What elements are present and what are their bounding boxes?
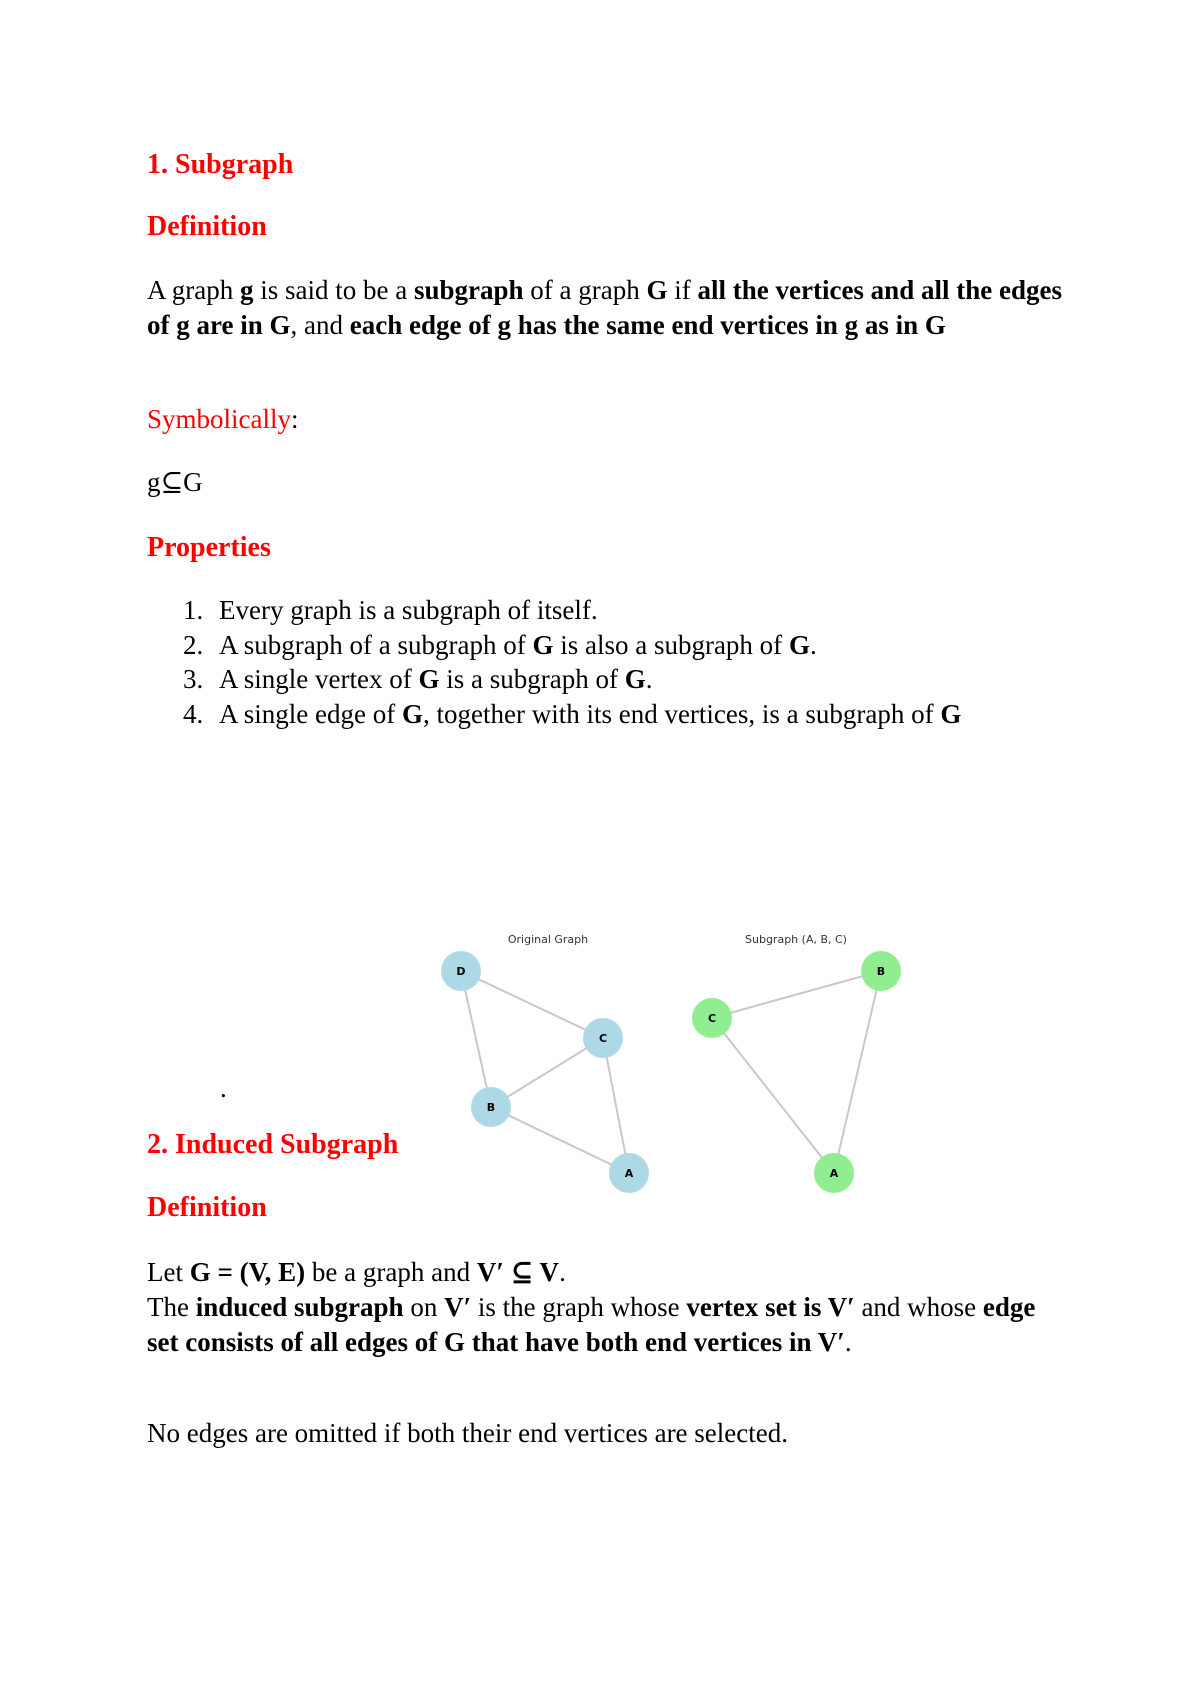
property-text [219, 664, 652, 694]
property-item [147, 697, 961, 732]
text-run: on [403, 1292, 445, 1322]
edge-d-c [461, 971, 603, 1038]
text-run: A graph [147, 275, 240, 305]
text-run: Let [147, 1257, 190, 1287]
stray-period: . [220, 1073, 227, 1103]
property-item [147, 628, 961, 663]
original-graph [441, 951, 649, 1193]
text-run: , and [290, 310, 350, 340]
subgraph-symbol: g⊆G [147, 467, 203, 497]
text-run: . [645, 664, 653, 694]
bold-run: G [646, 275, 668, 305]
original-graph-title: Original Graph [507, 933, 589, 946]
symbolically-colon: : [291, 404, 299, 434]
no-edges-note: No edges are omitted if both their end vertices are selected. [147, 1418, 788, 1448]
node-a-label: A [624, 1167, 634, 1180]
property-text [219, 699, 961, 729]
bold-run: G = (V, E) [189, 1257, 306, 1287]
bold-run: G [532, 629, 554, 660]
text-run: if [667, 275, 698, 305]
section1-definition-text [147, 273, 1067, 343]
bold-run: each edge of g has the same end vertices in g as in G [349, 310, 946, 340]
property-number: 4. [183, 698, 204, 729]
node-c-label: C [598, 1032, 608, 1045]
bold-run: induced subgraph [195, 1292, 404, 1322]
property-item [147, 662, 961, 697]
induced-def-line2 [147, 1290, 1067, 1360]
section2-definition [147, 1255, 1067, 1360]
bold-run: G [940, 698, 962, 729]
property-text [219, 630, 817, 660]
properties-list [147, 593, 961, 731]
property-number: 3. [183, 664, 204, 694]
text-run: A subgraph of a subgraph of [219, 629, 533, 660]
bold-run: V′ ⊆ V [476, 1257, 560, 1287]
bold-run: subgraph [413, 275, 524, 305]
edge-b-a [491, 1107, 629, 1173]
property-text [219, 595, 598, 625]
edge-c-a [603, 1038, 629, 1173]
bold-run: G [418, 664, 440, 694]
sub-edge-c-b [712, 971, 881, 1018]
text-run: and whose [854, 1292, 983, 1322]
bold-run: all the vertices and all the edges of g are in G [147, 275, 1062, 340]
section2-heading: 2. Induced Subgraph [147, 1129, 399, 1160]
subgraph-title: Subgraph (A, B, C) [745, 933, 847, 946]
text-run: of a graph [523, 275, 647, 305]
text-run: is also a subgraph of [553, 629, 789, 660]
sub-node-c-label: C [707, 1012, 717, 1025]
bold-run: V′ [444, 1292, 472, 1322]
section2-definition-heading: Definition [147, 1192, 267, 1223]
text-run: . [809, 629, 817, 660]
bold-run: G [624, 664, 646, 694]
section1-heading: 1. Subgraph [147, 149, 294, 180]
text-run: is a subgraph of [439, 664, 625, 694]
property-number: 2. [183, 629, 204, 660]
bold-run: G [788, 629, 810, 660]
node-d-label: D [456, 965, 466, 978]
text-run: be a graph and [305, 1257, 477, 1287]
properties-heading: Properties [147, 532, 271, 563]
sub-edge-b-a [834, 971, 881, 1173]
sub-edge-c-a [712, 1018, 834, 1173]
text-run: Every graph is a subgraph of itself. [219, 595, 598, 625]
text-run: is said to be a [253, 275, 414, 305]
bold-run: edge set consists of all edges of G that have both end vertices in V′ [147, 1292, 1036, 1357]
property-number: 1. [183, 595, 204, 625]
sub-node-a-label: A [829, 1167, 839, 1180]
node-b-label: B [486, 1101, 496, 1114]
graph-figure [438, 918, 908, 1203]
symbolically-label: Symbolically [147, 404, 291, 434]
graph-figure-svg [438, 918, 908, 1203]
text-run: is the graph whose [471, 1292, 687, 1322]
bold-run: g [239, 275, 254, 305]
text-run: . [559, 1257, 566, 1287]
subgraph [692, 951, 901, 1193]
bold-run: vertex set is V′ [686, 1292, 855, 1322]
bold-run: G [401, 698, 423, 729]
text-run: , together with its end vertices, is a subgraph of [422, 698, 941, 729]
edge-d-b [461, 971, 491, 1107]
section1-definition-heading: Definition [147, 211, 267, 242]
text-run: . [844, 1327, 852, 1357]
symbolically-line [147, 402, 299, 437]
text-run: A single edge of [219, 698, 402, 729]
sub-node-b-label: B [876, 965, 886, 978]
text-run: The [147, 1292, 196, 1322]
text-run: A single vertex of [219, 664, 419, 694]
induced-def-line1 [147, 1255, 1067, 1290]
property-item [147, 593, 961, 628]
